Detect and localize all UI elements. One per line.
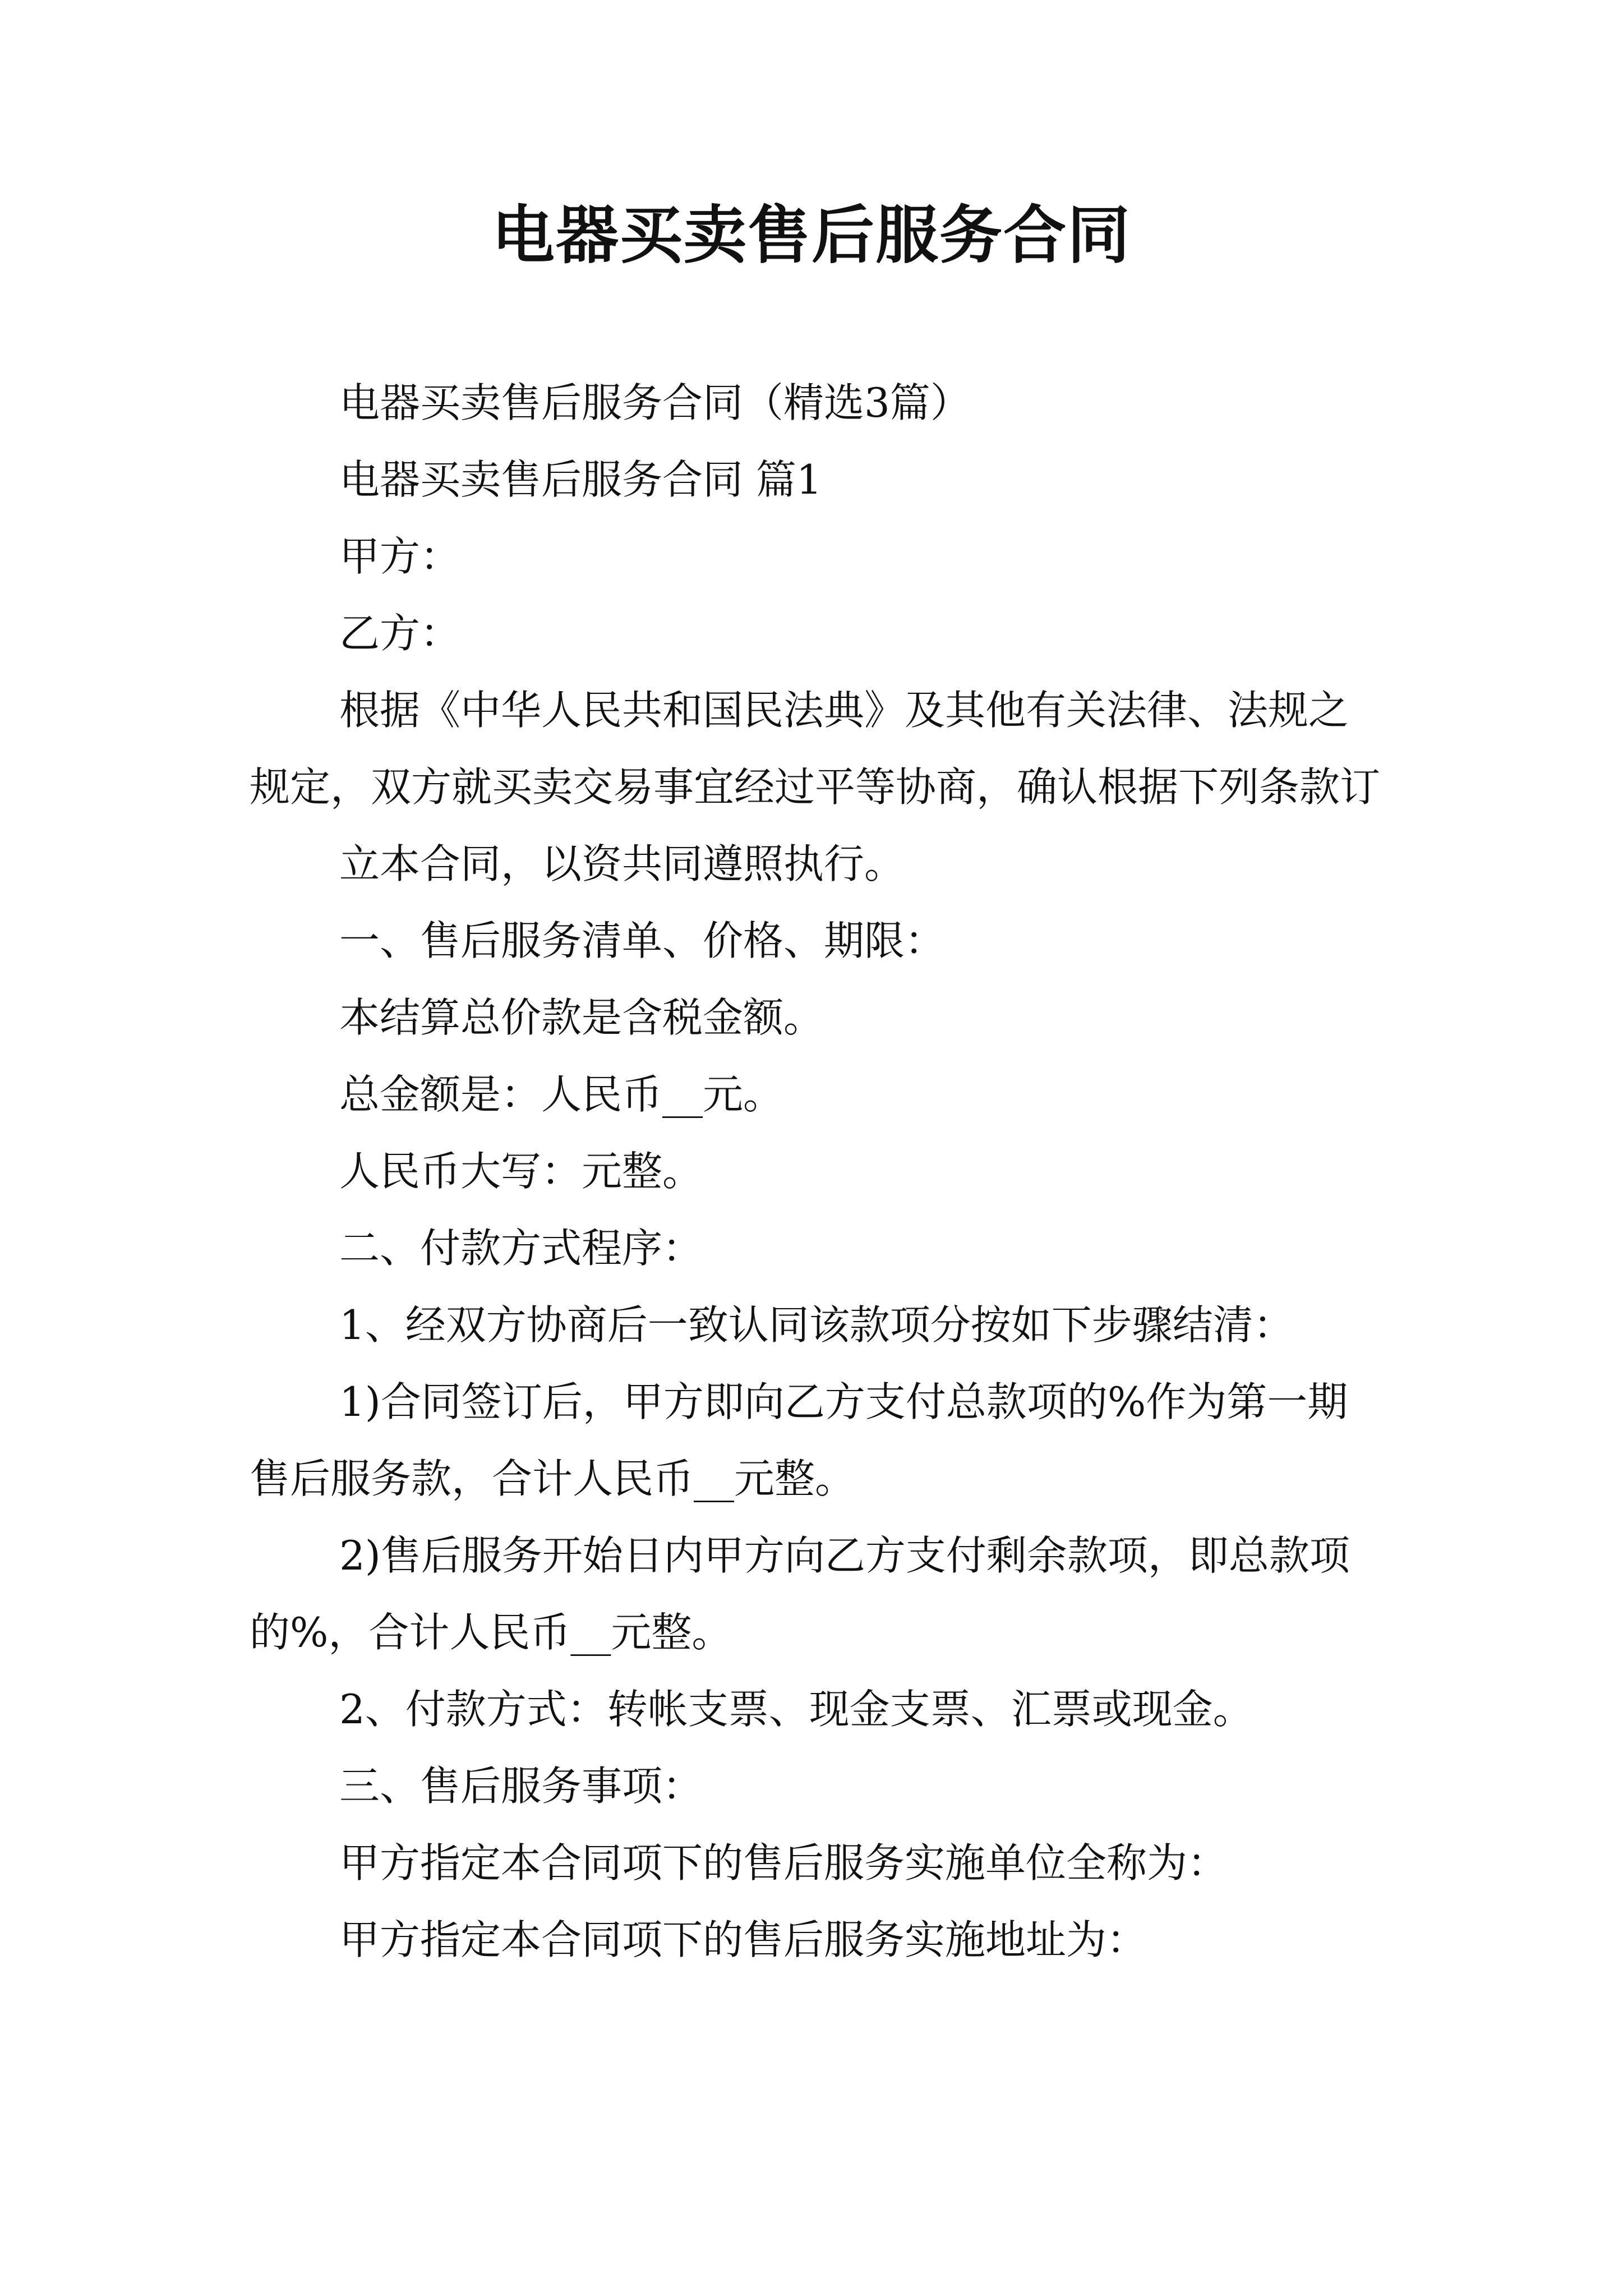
paragraph-contract-establishment: 立本合同，以资共同遵照执行。 <box>339 840 905 887</box>
paragraph-payment-methods: 2、付款方式：转帐支票、现金支票、汇票或现金。 <box>339 1686 1253 1733</box>
paragraph-first-payment: 1)合同签订后，甲方即向乙方支付总款项的%作为第一期售后服务款，合计人民币__元整。 <box>250 1378 1348 1502</box>
paragraph-clause-2-heading: 二、付款方式程序： <box>339 1225 703 1272</box>
paragraph-legal-basis: 根据《中华人民共和国民法典》及其他有关法律、法规之规定，双方就买卖交易事宜经过平等协商，确认根据下列条款订 <box>250 687 1381 811</box>
paragraph-section-heading: 电器买卖售后服务合同 篇1 <box>339 456 822 503</box>
paragraph-total-amount: 总金额是：人民币__元。 <box>339 1071 784 1118</box>
paragraph-remaining-payment: 2)售后服务开始日内甲方向乙方支付剩余款项，即总款项的%，合计人民币__元整。 <box>250 1532 1350 1656</box>
paragraph-clause-3-heading: 三、售后服务事项： <box>339 1763 703 1810</box>
paragraph-payment-steps: 1、经双方协商后一致认同该款项分按如下步骤结清： <box>339 1301 1294 1349</box>
paragraph-subtitle: 电器买卖售后服务合同（精选3篇） <box>339 379 971 426</box>
paragraph-service-address: 甲方指定本合同项下的售后服务实施地址为： <box>339 1916 1147 1963</box>
document-body <box>250 365 1388 1978</box>
paragraph-amount-in-words: 人民币大写：元整。 <box>339 1148 703 1195</box>
paragraph-service-unit: 甲方指定本合同项下的售后服务实施单位全称为： <box>339 1839 1228 1887</box>
paragraph-tax-included: 本结算总价款是含税金额。 <box>339 994 824 1041</box>
paragraph-clause-1-heading: 一、售后服务清单、价格、期限： <box>339 917 946 964</box>
document-title: 电器买卖售后服务合同 <box>492 199 1131 272</box>
paragraph-party-a: 甲方： <box>339 533 461 580</box>
paragraph-party-b: 乙方： <box>339 610 461 657</box>
